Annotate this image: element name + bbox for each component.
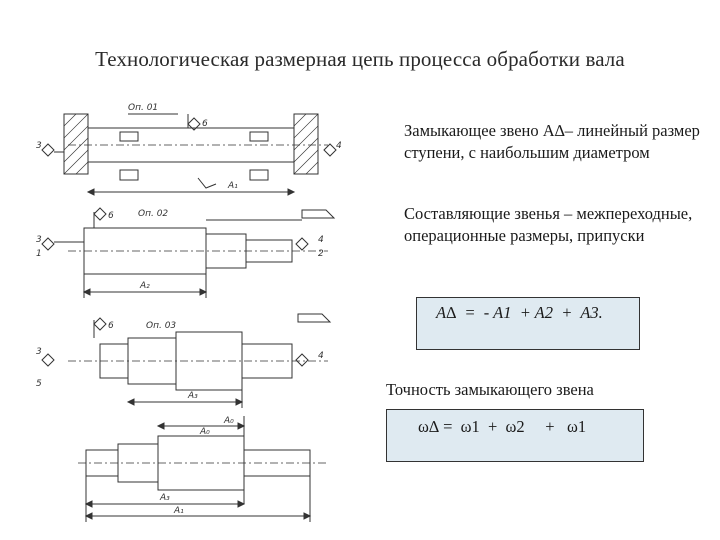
closing-link-text: Замыкающее звено A∆– линейный размер ступени, с наибольшим диаметром [404, 121, 700, 162]
chain-dim-ad: A₀ [224, 416, 234, 426]
accuracy-label: Точность замыкающего звена [386, 380, 594, 399]
slide-title: Технологическая размерная цепь процесса обработки вала [95, 47, 625, 71]
op2-label: Оп. 02 [138, 209, 169, 219]
chain-dim-a1: A₁ [174, 506, 184, 516]
formula2-text: ω∆ = ω1 + ω2 + ω1 [418, 417, 587, 436]
op2-dim-a2: A₂ [140, 281, 150, 291]
shaft-process-drawing [28, 92, 380, 532]
op1-num-3: 3 [36, 141, 42, 151]
op1-num-6: 6 [202, 119, 208, 129]
op3-num-5: 5 [36, 379, 42, 389]
op1-num-4: 4 [336, 141, 342, 151]
chain-dim-a3: A₃ [160, 493, 170, 503]
op2-num-4: 4 [318, 235, 324, 245]
operation-01-sketch [42, 114, 336, 195]
op1-dim-a1: A₁ [228, 181, 238, 191]
operation-03-sketch [42, 314, 330, 408]
op3-dim-a3: A₃ [188, 391, 198, 401]
op3-num-3: 3 [36, 347, 42, 357]
op2-num-1: 1 [36, 249, 42, 259]
op3-label: Оп. 03 [146, 321, 177, 331]
op3-num-6: 6 [108, 321, 114, 331]
formula1-text: A∆ = - A1 + A2 + A3. [436, 303, 603, 322]
op2-num-6: 6 [108, 211, 114, 221]
op2-num-2: 2 [318, 249, 324, 259]
op2-num-3: 3 [36, 235, 42, 245]
operation-02-sketch [42, 208, 334, 298]
component-links-text: Составляющие звенья – межпереходные, операционные размеры, припуски [404, 204, 693, 245]
op3-num-4: 4 [318, 351, 324, 361]
chain-dim-a0: A₀ [200, 427, 210, 437]
op1-label: Оп. 01 [128, 103, 159, 113]
